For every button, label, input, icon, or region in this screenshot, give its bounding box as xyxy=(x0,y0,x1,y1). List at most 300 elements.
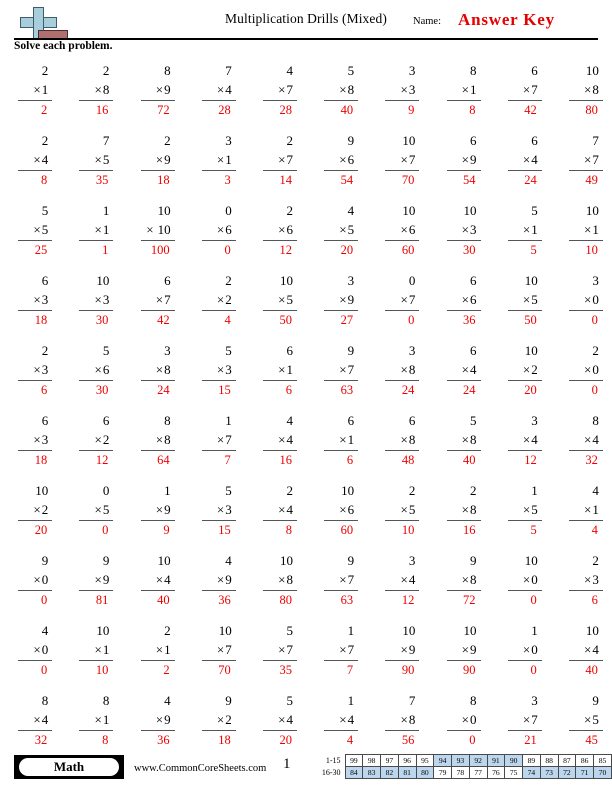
answer-rule xyxy=(569,100,603,101)
answer-value: 18 xyxy=(34,453,48,467)
multiplier: 7 xyxy=(531,712,538,727)
multiplicand: 7 xyxy=(408,693,416,708)
multiplier-line xyxy=(33,82,48,98)
multiplier-line xyxy=(217,292,232,308)
multiply-operator-icon: × xyxy=(155,82,164,97)
answer-value: 50 xyxy=(279,313,292,327)
multiply-operator-icon: × xyxy=(155,152,164,167)
problem-100 xyxy=(551,688,612,758)
multiplicand: 4 xyxy=(347,203,355,218)
multiplier: 4 xyxy=(470,362,477,377)
multiplier-line xyxy=(217,432,232,448)
multiplicand: 6 xyxy=(470,273,477,288)
multiplicand: 9 xyxy=(102,553,110,568)
multiply-operator-icon: × xyxy=(339,432,347,447)
problem-35 xyxy=(245,268,306,338)
multiplier: 3 xyxy=(225,362,232,377)
answer-value: 12 xyxy=(95,453,109,467)
multiplicand: 2 xyxy=(286,133,293,148)
multiplier-line xyxy=(156,712,171,728)
multiplicand: 9 xyxy=(347,133,355,148)
problem-13 xyxy=(122,128,183,198)
answer-value: 42 xyxy=(157,313,170,327)
multiplier: 8 xyxy=(592,82,599,97)
multiplier: 2 xyxy=(102,432,110,447)
multiply-operator-icon: × xyxy=(94,642,102,657)
problem-14 xyxy=(184,128,245,198)
answer-rule xyxy=(79,310,113,311)
multiplier: 7 xyxy=(531,82,538,97)
multiplier-line xyxy=(523,502,538,518)
multiplier: 4 xyxy=(286,712,293,727)
answer-rule xyxy=(569,730,603,731)
multiplicand: 0 xyxy=(408,273,416,288)
answer-value: 0 xyxy=(591,313,598,327)
answer-value: 80 xyxy=(585,103,598,117)
multiplicand: 8 xyxy=(164,63,171,78)
multiplier: 2 xyxy=(225,712,232,727)
multiply-operator-icon: × xyxy=(155,712,164,727)
answer-value: 63 xyxy=(340,593,354,607)
answer-rule xyxy=(18,380,52,381)
multiply-operator-icon: × xyxy=(155,292,164,307)
multiplier: 0 xyxy=(592,362,599,377)
multiplier: 5 xyxy=(102,152,110,167)
answer-value: 72 xyxy=(157,103,170,117)
multiplier-line xyxy=(95,292,110,308)
multiplier: 1 xyxy=(102,712,110,727)
multiply-operator-icon: × xyxy=(33,502,41,517)
multiply-operator-icon: × xyxy=(94,222,102,237)
multiply-operator-icon: × xyxy=(461,572,469,587)
score-cell: 99 xyxy=(345,755,363,767)
multiply-operator-icon: × xyxy=(278,432,286,447)
problem-73 xyxy=(122,548,183,618)
multiplier: 0 xyxy=(41,642,49,657)
multiplier-line xyxy=(217,222,232,238)
multiplier: 7 xyxy=(286,642,293,657)
score-key-table xyxy=(311,754,612,779)
multiplicand: 10 xyxy=(463,623,477,638)
score-cell: 87 xyxy=(558,755,576,767)
multiplicand: 1 xyxy=(164,483,171,498)
multiplier-line xyxy=(217,362,232,378)
multiplier-line xyxy=(278,152,293,168)
multiplicand: 3 xyxy=(408,343,416,358)
multiplier-line xyxy=(156,502,171,518)
multiplicand: 5 xyxy=(347,63,355,78)
answer-value: 28 xyxy=(279,103,292,117)
answer-rule xyxy=(263,170,297,171)
multiplier-line xyxy=(339,642,354,658)
multiplicand: 5 xyxy=(470,413,477,428)
multiplier-line xyxy=(217,572,232,588)
answer-value: 0 xyxy=(469,733,476,747)
problem-38 xyxy=(428,268,489,338)
multiplier: 1 xyxy=(592,502,599,517)
multiply-operator-icon: × xyxy=(400,292,408,307)
multiply-operator-icon: × xyxy=(278,572,286,587)
multiplier-line xyxy=(278,432,293,448)
multiplier-line xyxy=(584,572,599,588)
multiplicand: 1 xyxy=(102,203,110,218)
answer-value: 50 xyxy=(524,313,537,327)
multiplicand: 6 xyxy=(470,343,477,358)
multiplicand: 7 xyxy=(592,133,599,148)
answer-value: 10 xyxy=(585,243,598,257)
multiplicand: 2 xyxy=(41,63,49,78)
multiply-operator-icon: × xyxy=(216,502,225,517)
problem-44 xyxy=(184,338,245,408)
multiplier: 7 xyxy=(347,362,355,377)
answer-value: 40 xyxy=(157,593,170,607)
multiplier-line xyxy=(584,82,599,98)
multiply-operator-icon: × xyxy=(155,362,164,377)
score-cell: 93 xyxy=(452,755,470,767)
multiplicand: 3 xyxy=(164,343,171,358)
multiplier-line xyxy=(462,572,477,588)
score-cell: 83 xyxy=(363,767,381,779)
answer-rule xyxy=(263,660,297,661)
multiply-operator-icon: × xyxy=(584,432,592,447)
multiplier: 8 xyxy=(286,572,293,587)
problem-7 xyxy=(367,58,428,128)
answer-value: 30 xyxy=(463,243,476,257)
multiplicand: 5 xyxy=(225,343,232,358)
multiplicand: 1 xyxy=(531,623,538,638)
problem-row xyxy=(0,688,612,758)
problem-40 xyxy=(551,268,612,338)
answer-value: 0 xyxy=(40,593,48,607)
multiplier: 9 xyxy=(347,292,355,307)
answer-value: 24 xyxy=(401,383,415,397)
multiply-operator-icon: × xyxy=(339,642,347,657)
problem-91 xyxy=(0,688,61,758)
problem-54 xyxy=(184,408,245,478)
problem-63 xyxy=(122,478,183,548)
multiplier-line xyxy=(217,152,232,168)
multiplier-line xyxy=(584,152,599,168)
answer-rule xyxy=(141,170,175,171)
multiplier: 3 xyxy=(470,222,477,237)
multiplicand: 3 xyxy=(592,273,599,288)
multiplicand: 6 xyxy=(408,413,416,428)
answer-value: 28 xyxy=(218,103,231,117)
multiplier-line xyxy=(339,292,354,308)
multiply-operator-icon: × xyxy=(155,432,164,447)
multiplicand: 2 xyxy=(164,623,171,638)
problem-15 xyxy=(245,128,306,198)
multiplier: 7 xyxy=(286,82,293,97)
multiplier: 8 xyxy=(408,362,416,377)
multiply-operator-icon: × xyxy=(94,432,102,447)
problem-33 xyxy=(122,268,183,338)
problem-75 xyxy=(245,548,306,618)
multiplicand: 10 xyxy=(341,483,355,498)
multiply-operator-icon: × xyxy=(400,432,408,447)
multiply-operator-icon: × xyxy=(33,292,41,307)
problem-43 xyxy=(122,338,183,408)
answer-value: 12 xyxy=(279,243,292,257)
problem-83 xyxy=(122,618,183,688)
answer-rule xyxy=(508,240,542,241)
multiplier: 7 xyxy=(408,292,416,307)
multiplier: 3 xyxy=(41,432,49,447)
multiply-operator-icon: × xyxy=(216,222,225,237)
problem-69 xyxy=(490,478,551,548)
answer-value: 60 xyxy=(340,523,354,537)
multiplicand: 4 xyxy=(41,623,49,638)
problem-row xyxy=(0,408,612,478)
multiplier: 9 xyxy=(164,82,171,97)
multiplier: 9 xyxy=(225,572,232,587)
answer-rule xyxy=(141,730,175,731)
multiply-operator-icon: × xyxy=(339,712,347,727)
answer-value: 8 xyxy=(40,173,48,187)
answer-value: 8 xyxy=(469,103,476,117)
multiplicand: 2 xyxy=(225,273,232,288)
multiplicand: 2 xyxy=(102,63,110,78)
problem-74 xyxy=(184,548,245,618)
multiplier: 2 xyxy=(41,502,49,517)
multiplicand: 5 xyxy=(286,623,293,638)
problem-row xyxy=(0,478,612,548)
answer-value: 3 xyxy=(224,173,231,187)
answer-rule xyxy=(202,660,236,661)
multiplier: 0 xyxy=(531,642,538,657)
multiplier: 7 xyxy=(164,292,171,307)
multiplier: 4 xyxy=(41,712,49,727)
multiplicand: 6 xyxy=(41,273,49,288)
multiplier: 5 xyxy=(41,222,49,237)
multiplier: 8 xyxy=(164,362,171,377)
multiplier-line xyxy=(523,292,538,308)
multiplier: 8 xyxy=(164,432,171,447)
multiplier: 1 xyxy=(225,152,232,167)
score-row-label: 1-15 xyxy=(325,756,341,765)
multiplier-line xyxy=(523,432,538,448)
multiply-operator-icon: × xyxy=(278,82,286,97)
answer-value: 18 xyxy=(218,733,231,747)
multiplier: 5 xyxy=(592,712,599,727)
answer-rule xyxy=(447,170,481,171)
multiplier: 1 xyxy=(531,222,538,237)
multiply-operator-icon: × xyxy=(33,362,41,377)
multiplier: 4 xyxy=(286,502,293,517)
answer-rule xyxy=(447,520,481,521)
answer-value: 16 xyxy=(95,103,109,117)
answer-rule xyxy=(569,310,603,311)
answer-value: 35 xyxy=(279,663,292,677)
answer-rule xyxy=(447,450,481,451)
multiplier: 9 xyxy=(102,572,110,587)
answer-value: 16 xyxy=(463,523,476,537)
answer-value: 36 xyxy=(157,733,170,747)
problem-row xyxy=(0,548,612,618)
answer-rule xyxy=(79,520,113,521)
score-cell: 77 xyxy=(469,767,487,779)
multiply-operator-icon: × xyxy=(584,362,592,377)
problem-70 xyxy=(551,478,612,548)
answer-rule xyxy=(508,310,542,311)
multiplier: 4 xyxy=(531,152,538,167)
multiplier: 6 xyxy=(470,292,477,307)
problem-16 xyxy=(306,128,367,198)
multiplier: 2 xyxy=(531,362,538,377)
answer-rule xyxy=(18,240,52,241)
multiplicand: 0 xyxy=(102,483,110,498)
multiplier-line xyxy=(339,432,354,448)
score-cell: 84 xyxy=(345,767,363,779)
answer-rule xyxy=(324,170,358,171)
multiply-operator-icon: × xyxy=(522,152,531,167)
answer-rule xyxy=(263,380,297,381)
multiplicand: 4 xyxy=(164,693,171,708)
subject-badge-label: Math xyxy=(19,758,119,776)
multiplier: 1 xyxy=(347,432,355,447)
problem-row xyxy=(0,268,612,338)
multiplicand: 3 xyxy=(225,133,232,148)
problem-row xyxy=(0,128,612,198)
multiply-operator-icon: × xyxy=(461,82,469,97)
problem-39 xyxy=(490,268,551,338)
multiplier: 3 xyxy=(225,502,232,517)
multiply-operator-icon: × xyxy=(278,642,286,657)
answer-rule xyxy=(141,240,175,241)
problem-27 xyxy=(367,198,428,268)
multiply-operator-icon: × xyxy=(522,572,531,587)
multiplier: 8 xyxy=(102,82,110,97)
answer-rule xyxy=(324,380,358,381)
multiplier: 0 xyxy=(592,292,599,307)
multiply-operator-icon: × xyxy=(94,712,102,727)
answer-value: 18 xyxy=(157,173,170,187)
multiply-operator-icon: × xyxy=(33,572,41,587)
multiplier-line xyxy=(156,432,171,448)
multiplier-line xyxy=(523,152,538,168)
multiplicand: 10 xyxy=(218,623,232,638)
multiplier-line xyxy=(278,292,293,308)
multiply-operator-icon: × xyxy=(522,432,531,447)
answer-value: 24 xyxy=(463,383,476,397)
problem-68 xyxy=(428,478,489,548)
multiplier: 4 xyxy=(225,82,232,97)
answer-value: 0 xyxy=(102,523,109,537)
problem-34 xyxy=(184,268,245,338)
problem-79 xyxy=(490,548,551,618)
answer-rule xyxy=(202,100,236,101)
answer-rule xyxy=(324,730,358,731)
multiply-operator-icon: × xyxy=(584,152,592,167)
multiply-operator-icon: × xyxy=(461,362,469,377)
multiply-operator-icon: × xyxy=(522,222,531,237)
problem-72 xyxy=(61,548,122,618)
score-cell: 91 xyxy=(487,755,505,767)
answer-rule xyxy=(447,590,481,591)
problem-25 xyxy=(245,198,306,268)
multiplier-line xyxy=(278,572,293,588)
score-cell: 79 xyxy=(434,767,452,779)
answer-rule xyxy=(508,590,542,591)
answer-rule xyxy=(508,730,542,731)
multiplier-line xyxy=(400,362,415,378)
multiplicand: 10 xyxy=(524,553,538,568)
score-cell: 73 xyxy=(540,767,558,779)
problem-row xyxy=(0,198,612,268)
answer-rule xyxy=(447,240,481,241)
problem-99 xyxy=(490,688,551,758)
multiplier: 3 xyxy=(102,292,110,307)
answer-value: 90 xyxy=(401,663,415,677)
answer-value: 70 xyxy=(218,663,231,677)
multiplier-line xyxy=(400,642,415,658)
multiplier: 1 xyxy=(592,222,599,237)
multiply-operator-icon: × xyxy=(461,152,469,167)
answer-value: 9 xyxy=(408,103,415,117)
multiplier: 7 xyxy=(408,152,416,167)
problem-49 xyxy=(490,338,551,408)
multiplier-line xyxy=(33,642,48,658)
multiplier-line xyxy=(462,642,477,658)
answer-rule xyxy=(263,730,297,731)
score-cell: 89 xyxy=(523,755,541,767)
problem-93 xyxy=(122,688,183,758)
multiplier-line xyxy=(339,362,354,378)
multiplicand: 6 xyxy=(347,413,355,428)
multiplicand: 9 xyxy=(41,553,49,568)
multiply-operator-icon: × xyxy=(339,82,347,97)
multiply-operator-icon: × xyxy=(400,712,408,727)
multiplier-line xyxy=(146,222,170,238)
multiplicand: 2 xyxy=(592,343,599,358)
multiply-operator-icon: × xyxy=(339,292,347,307)
multiply-operator-icon: × xyxy=(94,362,102,377)
multiply-operator-icon: × xyxy=(584,222,592,237)
multiplier: 3 xyxy=(41,362,49,377)
multiply-operator-icon: × xyxy=(278,152,286,167)
multiplicand: 3 xyxy=(408,553,416,568)
multiplier: 0 xyxy=(41,572,49,587)
multiplier-line xyxy=(156,642,171,658)
problem-66 xyxy=(306,478,367,548)
multiplicand: 9 xyxy=(470,553,477,568)
answer-rule xyxy=(508,450,542,451)
problem-94 xyxy=(184,688,245,758)
multiply-operator-icon: × xyxy=(155,572,164,587)
multiplier-line xyxy=(400,502,415,518)
multiplicand: 5 xyxy=(225,483,232,498)
answer-rule xyxy=(202,170,236,171)
answer-value: 56 xyxy=(401,733,415,747)
multiply-operator-icon: × xyxy=(461,222,469,237)
multiply-operator-icon: × xyxy=(461,712,469,727)
answer-value: 0 xyxy=(591,383,598,397)
answer-value: 30 xyxy=(95,383,109,397)
score-row xyxy=(311,767,612,779)
multiplier-line xyxy=(339,712,354,728)
problem-22 xyxy=(61,198,122,268)
problem-11 xyxy=(0,128,61,198)
multiply-operator-icon: × xyxy=(278,362,286,377)
answer-value: 4 xyxy=(346,733,354,747)
answer-rule xyxy=(202,520,236,521)
multiplicand: 9 xyxy=(347,553,355,568)
multiplier: 8 xyxy=(470,432,477,447)
multiply-operator-icon: × xyxy=(33,82,41,97)
score-cell: 90 xyxy=(505,755,523,767)
multiplier: 6 xyxy=(102,362,110,377)
multiplicand: 5 xyxy=(41,203,49,218)
